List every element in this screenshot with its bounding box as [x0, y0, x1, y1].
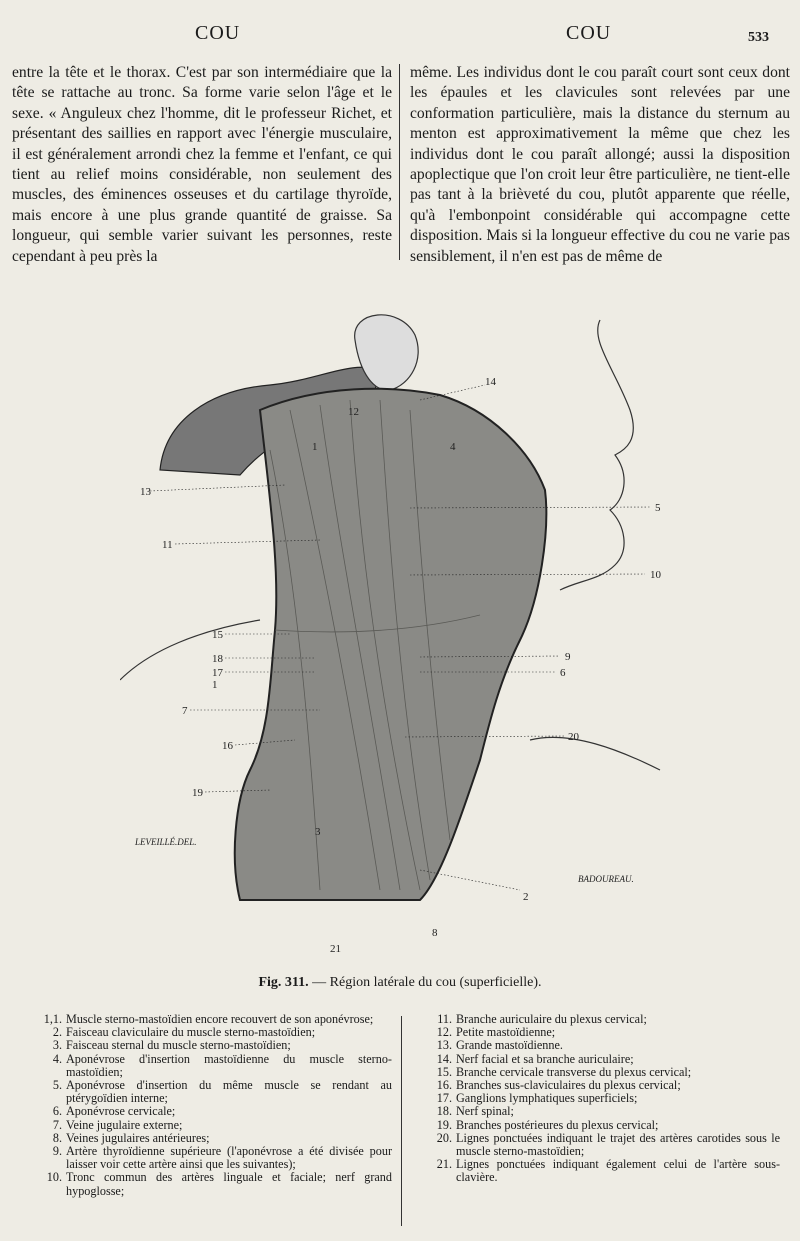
callout-14: 14 — [485, 376, 496, 388]
callout-5: 5 — [655, 502, 661, 514]
legend-item: 13. Grande mastoïdienne. — [436, 1038, 563, 1053]
running-head-left: COU — [195, 22, 241, 44]
legend-item: 9. Artère thyroïdienne supérieure (l'aponévrose a été divisée pour laisser voir cette artère ainsi que les suivantes); — [52, 1144, 392, 1172]
legend-divider — [401, 1016, 402, 1226]
legend-item: 17. Ganglions lymphatiques superficiels; — [436, 1091, 638, 1106]
legend-item: 2. Faisceau claviculaire du muscle sterno-mastoïdien; — [52, 1025, 316, 1040]
anatomical-illustration — [120, 300, 680, 960]
body-text-left-column: entre la tête et le thorax. C'est par son intermédiaire que la tête se rattache au tronc. Sa forme varie selon l'âge et le sexe. « Anguleux chez l'homme, dit le professeur Richet, et présentant des saillies en rapport avec l'énergie musculaire, il est généralement arrondi chez la femme et l'enfant, ce qui tient au relief moins considérable, non seulement des muscles, des éminences osseuses et du cartilage thyroïde, mais encore à une plus grande quantité de graisse. Sa longueur, qui semble varier suivant les personnes, reste cependant à peu près la — [12, 64, 392, 265]
column-divider — [399, 64, 400, 260]
callout-3: 3 — [315, 826, 321, 838]
dissection-region — [235, 389, 546, 900]
callout-1: 1 — [312, 441, 318, 453]
legend-item: 1,1. Muscle sterno-mastoïdien encore recouvert de son aponévrose; — [43, 1012, 374, 1026]
callout-19: 19 — [192, 787, 203, 799]
callout-15: 15 — [212, 629, 223, 641]
page-header — [0, 18, 800, 48]
legend-item: 14. Nerf facial et sa branche auriculaire; — [436, 1051, 634, 1066]
callout-12: 12 — [348, 406, 359, 418]
figure-number: Fig. 311. — [258, 975, 309, 990]
body-text-right-column: même. Les individus dont le cou paraît court sont ceux dont les épaules et les clavicules sont relevées par une conformation particulière, mais la distance du sternum au menton est approximativement la même que chez les individus dont le cou paraît allongé; aussi la disposition apoplectique que l'on croit leur être particulière, ne tient-elle pas tant à la brièveté du cou, plutôt apparente que réelle, qu'à l'embonpoint considérable qui accompagne cette disposition. Mais si la longueur effective du cou ne varie pas sensiblement, il n'en est pas de même de — [410, 64, 790, 265]
callout-6: 6 — [560, 667, 566, 679]
legend-item: 8. Veines jugulaires antérieures; — [52, 1130, 210, 1145]
legend-item: 11. Branche auriculaire du plexus cervical; — [437, 1012, 647, 1026]
callout-17: 17 — [212, 667, 223, 679]
legend-item: 6. Aponévrose cervicale; — [52, 1104, 176, 1119]
figure-caption — [0, 975, 800, 991]
neck-dissection-drawing — [120, 300, 680, 960]
callout-2: 2 — [523, 891, 529, 903]
callout-9: 9 — [565, 651, 571, 663]
engraver-signature: BADOUREAU. — [578, 874, 634, 884]
legend-item: 21. Lignes ponctuées indiquant également celui de l'artère sous-clavière. — [436, 1157, 780, 1185]
legend-item: 19. Branches postérieures du plexus cervical; — [436, 1117, 659, 1132]
legend-item: 7. Veine jugulaire externe; — [52, 1117, 183, 1132]
callout-10: 10 — [650, 569, 661, 581]
figure-title: — Région latérale du cou (superficielle). — [308, 975, 542, 990]
legend-item: 16. Branches sus-claviculaires du plexus cervical; — [436, 1078, 681, 1093]
callout-20: 20 — [568, 731, 579, 743]
callout-16: 16 — [222, 740, 233, 752]
legend-item: 12. Petite mastoïdienne; — [436, 1025, 556, 1040]
legend-right-column — [420, 1013, 780, 1185]
callout-21: 21 — [330, 943, 341, 955]
callout-18: 18 — [212, 653, 223, 665]
callout-4: 4 — [450, 441, 456, 453]
legend-item: 3. Faisceau sternal du muscle sterno-mastoïdien; — [52, 1038, 291, 1053]
legend-left-column — [30, 1013, 392, 1198]
callout-1b: 1 — [212, 679, 218, 691]
callout-13: 13 — [140, 486, 151, 498]
legend-item: 18. Nerf spinal; — [436, 1104, 514, 1119]
callout-7: 7 — [182, 705, 188, 717]
page-number: 533 — [748, 30, 769, 45]
running-head-right: COU — [566, 22, 612, 44]
callout-8: 8 — [432, 927, 438, 939]
legend-item: 5. Aponévrose d'insertion du même muscle se rendant au ptérygoïdien interne; — [52, 1078, 392, 1106]
legend-item: 15. Branche cervicale transverse du plexus cervical; — [436, 1064, 692, 1079]
legend-item: 10. Tronc commun des artères linguale et faciale; nerf grand hypoglosse; — [46, 1170, 392, 1198]
callout-11: 11 — [162, 539, 173, 551]
legend-item: 4. Aponévrose d'insertion mastoïdienne du muscle sterno-mastoïdien; — [52, 1051, 392, 1079]
artist-signature: LEVEILLÉ.DEL. — [135, 837, 197, 847]
legend-item: 20. Lignes ponctuées indiquant le trajet des artères carotides sous le muscle sterno-mastoïdien; — [436, 1130, 780, 1159]
